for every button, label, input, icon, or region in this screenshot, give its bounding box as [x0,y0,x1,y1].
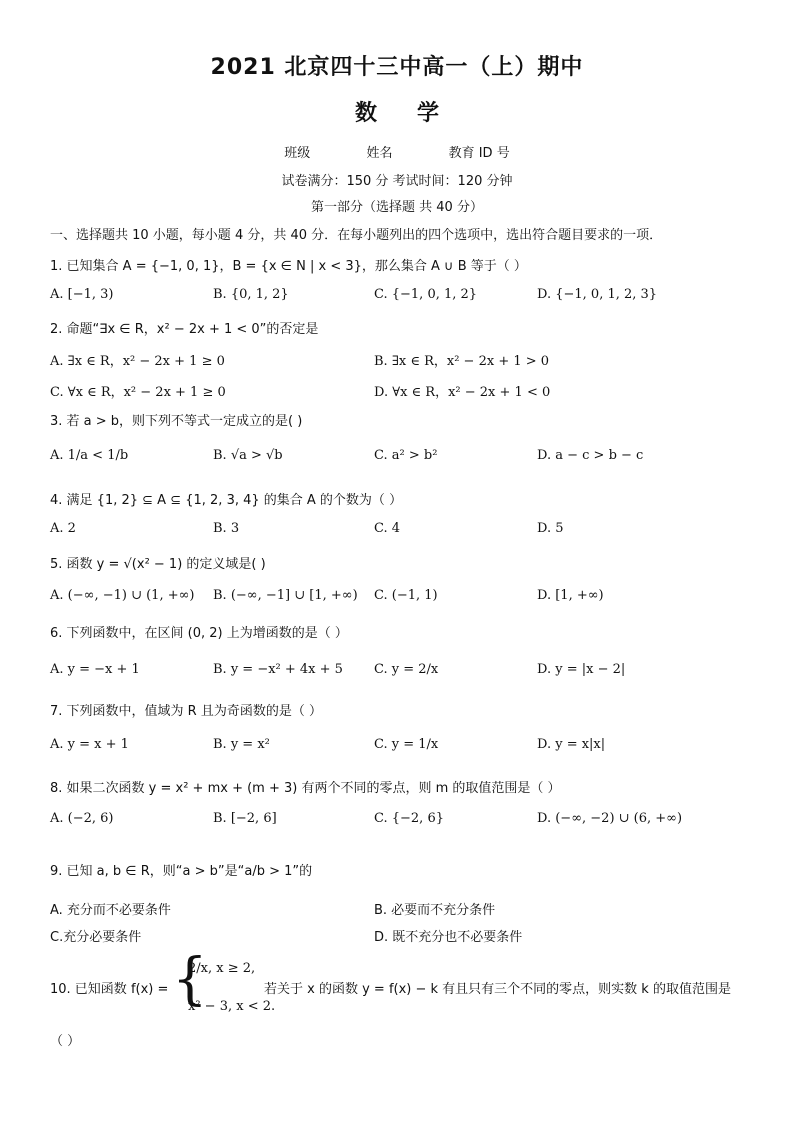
q7-option-c: C. y = 1/x [374,737,439,752]
q3-option-a: A. 1/a < 1/b [50,448,129,463]
q2-option-d: D. ∀x ∈ R，x² − 2x + 1 < 0 [374,385,551,400]
exam-subject: 数学 [354,101,479,126]
q5-option-b: B. (−∞, −1] ∪ [1, +∞) [213,588,358,603]
q3-option-c: C. a² > b² [374,448,438,463]
q1-option-d: D. {−1, 0, 1, 2, 3} [537,287,658,302]
q6-option-b: B. y = −x² + 4x + 5 [213,662,343,677]
q9-option-c: C.充分必要条件 [50,930,142,945]
question-7-stem: 7. 下列函数中，值域为 R 且为奇函数的是（ ） [50,704,322,719]
piecewise-brace: { [172,947,208,1012]
q7-option-d: D. y = x|x| [537,737,606,752]
student-info-row [0,142,794,161]
section-instructions: 一、选择题共 10 小题，每小题 4 分，共 40 分．在每小题列出的四个选项中，选出符合题目要求的一项． [50,228,663,243]
q4-option-a: A. 2 [50,521,76,536]
part1-heading: 第一部分（选择题 共 40 分） [311,200,483,215]
q8-option-c: C. {−2, 6} [374,811,444,826]
exam-title: 2021 北京四十三中高一（上）期中 [210,55,584,80]
question-10-stem-end: （ ） [50,1034,81,1049]
q4-option-c: C. 4 [374,521,401,536]
q1-option-c: C. {−1, 0, 1, 2} [374,287,478,302]
q7-option-a: A. y = x + 1 [50,737,129,752]
q9-option-a: A. 充分而不必要条件 [50,903,171,918]
q2-option-a: A. ∃x ∈ R，x² − 2x + 1 ≥ 0 [50,354,225,369]
question-9-stem: 9. 已知 a, b ∈ R，则“a > b”是“a/b > 1”的 [50,864,313,879]
q6-option-a: A. y = −x + 1 [50,662,140,677]
question-2-stem: 2. 命题“∃x ∈ R，x² − 2x + 1 < 0”的否定是 [50,322,319,337]
q9-option-b: B. 必要而不充分条件 [374,903,496,918]
q5-option-c: C. (−1, 1) [374,588,438,603]
piecewise-top: 2/x, x ≥ 2, [188,961,256,976]
q8-option-d: D. (−∞, −2) ∪ (6, +∞) [537,811,683,826]
question-5-stem: 5. 函数 y = √(x² − 1) 的定义域是( ) [50,557,266,572]
score-time-info: 试卷满分：150 分 考试时间：120 分钟 [281,174,513,189]
q2-option-c: C. ∀x ∈ R，x² − 2x + 1 ≥ 0 [50,385,226,400]
q2-option-b: B. ∃x ∈ R，x² − 2x + 1 > 0 [374,354,550,369]
question-4-stem: 4. 满足 {1, 2} ⊆ A ⊆ {1, 2, 3, 4} 的集合 A 的个数为（ ） [50,493,403,508]
question-10-stem-prefix: 10. 已知函数 f(x) = [50,982,169,997]
question-10-stem-suffix: 若关于 x 的函数 y = f(x) − k 有且只有三个不同的零点，则实数 k 的取值范围是 [264,982,731,997]
q8-option-a: A. (−2, 6) [50,811,114,826]
question-3-stem: 3. 若 a > b，则下列不等式一定成立的是( ) [50,414,303,429]
q7-option-b: B. y = x² [213,737,270,752]
q9-option-d: D. 既不充分也不必要条件 [374,930,523,945]
q4-option-d: D. 5 [537,521,564,536]
question-8-stem: 8. 如果二次函数 y = x² + mx + (m + 3) 有两个不同的零点，则 m 的取值范围是（ ） [50,781,561,796]
q3-option-b: B. √a > √b [213,448,283,463]
q6-option-d: D. y = |x − 2| [537,662,626,677]
q1-option-a: A. [−1, 3) [50,287,114,302]
q6-option-c: C. y = 2/x [374,662,439,677]
class-label: 班级 [284,146,311,161]
id-label: 教育 ID 号 [448,146,510,161]
q4-option-b: B. 3 [213,521,240,536]
question-1-stem: 1. 已知集合 A = {−1, 0, 1}，B = {x ∈ N | x < 3}，那么集合 A ∪ B 等于（ ） [50,259,527,274]
q5-option-d: D. [1, +∞) [537,588,604,603]
name-label: 姓名 [366,146,393,161]
q5-option-a: A. (−∞, −1) ∪ (1, +∞) [50,588,195,603]
piecewise-bottom: x² − 3, x < 2. [188,999,276,1014]
q8-option-b: B. [−2, 6] [213,811,277,826]
q3-option-d: D. a − c > b − c [537,448,644,463]
question-6-stem: 6. 下列函数中，在区间 (0, 2) 上为增函数的是（ ） [50,626,348,641]
q1-option-b: B. {0, 1, 2} [213,287,289,302]
